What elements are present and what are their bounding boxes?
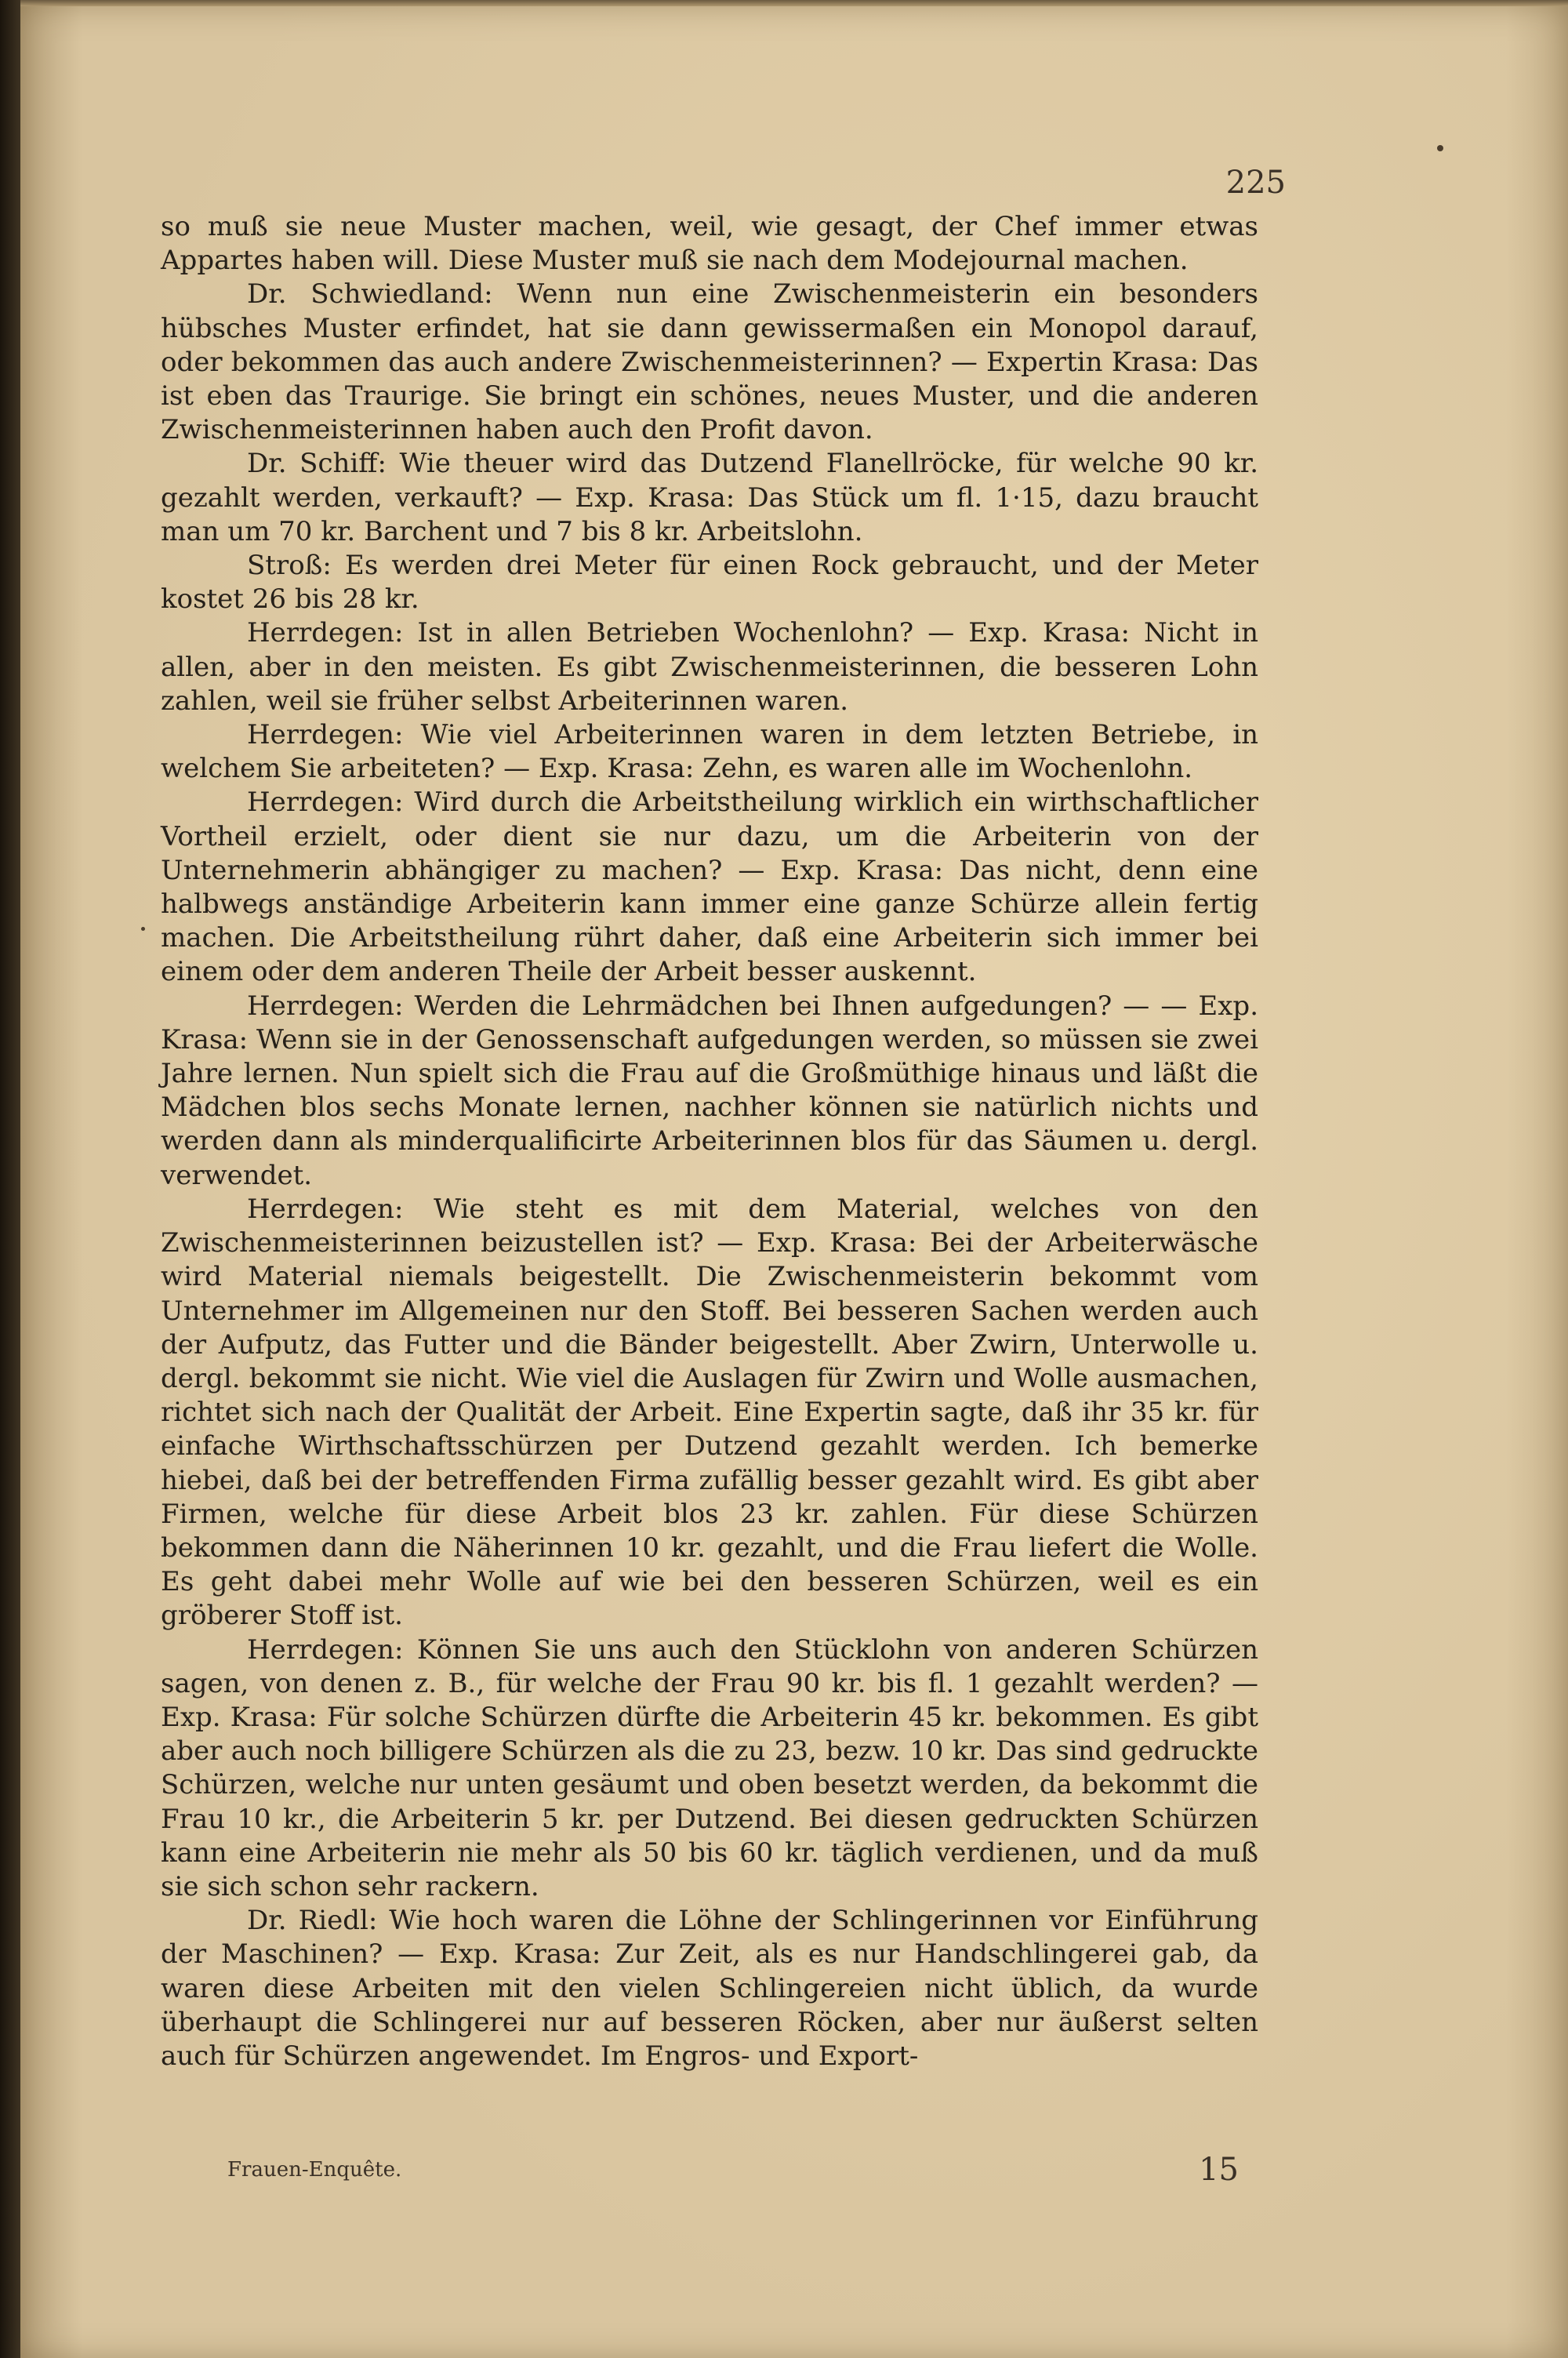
- page-number: 225: [1225, 165, 1286, 201]
- paragraph: Herrdegen: Wird durch die Arbeitstheilung wirklich ein wirthschaftlicher Vortheil erzielt, oder dient sie nur dazu, um die Arbeiterin von der Unternehmerin abhängiger zu machen? — Exp. Krasa: Das nicht, denn eine halbwegs anständige Arbeiterin kann immer eine ganze Schürze allein fertig machen. Die Arbeitstheilung rührt daher, daß eine Arbeiterin sich immer bei einem oder dem anderen Theile der Arbeit besser auskennt.: [161, 787, 1258, 988]
- paragraph: Stroß: Es werden drei Meter für einen Rock gebraucht, und der Meter kostet 26 bis 28 kr.: [161, 550, 1258, 616]
- body-text: [161, 210, 1258, 2073]
- paragraph: Herrdegen: Werden die Lehrmädchen bei Ihnen aufgedungen? — — Exp. Krasa: Wenn sie in der Genossenschaft aufgedungen werden, so müssen sie zwei Jahre lernen. Nun spielt sich die Frau auf die Großmüthige hinaus und läßt die Mädchen blos sechs Monate lernen, nachher können sie natürlich nichts und werden dann als minderqualificirte Arbeiterinnen blos für das Säumen u. dergl. verwendet.: [161, 990, 1258, 1191]
- paragraph: so muß sie neue Muster machen, weil, wie gesagt, der Chef immer etwas Appartes haben will. Diese Muster muß sie nach dem Modejournal machen.: [161, 211, 1258, 277]
- paragraph: Herrdegen: Ist in allen Betrieben Wochenlohn? — Exp. Krasa: Nicht in allen, aber in den meisten. Es gibt Zwischenmeisterinnen, die besseren Lohn zahlen, weil sie früher selbst Arbeiterinnen waren.: [161, 617, 1258, 717]
- book-binding: [0, 0, 20, 2358]
- paragraph: Herrdegen: Können Sie uns auch den Stücklohn von anderen Schürzen sagen, von denen z. B., für welche der Frau 90 kr. bis fl. 1 gezahlt werden? — Exp. Krasa: Für solche Schürzen dürfte die Arbeiterin 45 kr. bekommen. Es gibt aber auch noch billigere Schürzen als die zu 23, bezw. 10 kr. Das sind gedruckte Schürzen, welche nur unten gesäumt und oben besetzt werden, da bekommt die Frau 10 kr., die Arbeiterin 5 kr. per Dutzend. Bei diesen gedruckten Schürzen kann eine Arbeiterin nie mehr als 50 bis 60 kr. täglich verdienen, und da muß sie sich schon sehr rackern.: [161, 1633, 1258, 1902]
- paragraph: Dr. Schwiedland: Wenn nun eine Zwischenmeisterin ein besonders hübsches Muster erfindet, hat sie dann gewissermaßen ein Monopol darauf, oder bekommen das auch andere Zwischenmeisterinnen? — Expertin Krasa: Das ist eben das Traurige. Sie bringt ein schönes, neues Muster, und die anderen Zwischenmeisterinnen haben auch den Profit davon.: [161, 278, 1258, 446]
- paragraph: Herrdegen: Wie steht es mit dem Material, welches von den Zwischenmeisterinnen beizustellen ist? — Exp. Krasa: Bei der Arbeiterwäsche wird Material niemals beigestellt. Die Zwischenmeisterin bekommt vom Unternehmer im Allgemeinen nur den Stoff. Bei besseren Sachen werden auch der Aufputz, das Futter und die Bänder beigestellt. Aber Zwirn, Unterwolle u. dergl. bekommt sie nicht. Wie viel die Auslagen für Zwirn und Wolle ausmachen, richtet sich nach der Qualität der Arbeit. Eine Expertin sagte, daß ihr 35 kr. für einfache Wirthschaftsschürzen per Dutzend gezahlt werden. Ich bemerke hiebei, daß bei der betreffenden Firma zufällig besser gezahlt wird. Es gibt aber Firmen, welche für diese Arbeit blos 23 kr. zahlen. Für diese Schürzen bekommen dann die Näherinnen 10 kr. gezahlt, und die Frau liefert die Wolle. Es geht dabei mehr Wolle auf wie bei den besseren Schürzen, weil es ein gröberer Stoff ist.: [161, 1193, 1258, 1632]
- paragraph: Dr. Riedl: Wie hoch waren die Löhne der Schlingerinnen vor Einführung der Maschinen? — Exp. Krasa: Zur Zeit, als es nur Handschlingerei gab, da waren diese Arbeiten mit den vielen Schlingereien nicht üblich, da wurde überhaupt die Schlingerei nur auf besseren Röcken, aber nur äußerst selten auch für Schürzen angewendet. Im Engros- und Export-: [161, 1905, 1258, 2072]
- signature-mark: 15: [1199, 2152, 1239, 2188]
- paragraph: Dr. Schiff: Wie theuer wird das Dutzend Flanellröcke, für welche 90 kr. gezahlt werden, verkauft? — Exp. Krasa: Das Stück um fl. 1·15, dazu braucht man um 70 kr. Barchent und 7 bis 8 kr. Arbeitslohn.: [161, 448, 1258, 547]
- ink-speck: [1437, 145, 1443, 151]
- footer-signature: Frauen-Enquête.: [227, 2158, 402, 2182]
- paragraph: Herrdegen: Wie viel Arbeiterinnen waren in dem letzten Betriebe, in welchem Sie arbeiteten? — Exp. Krasa: Zehn, es waren alle im Wochenlohn.: [161, 719, 1258, 785]
- ink-speck: [141, 927, 145, 931]
